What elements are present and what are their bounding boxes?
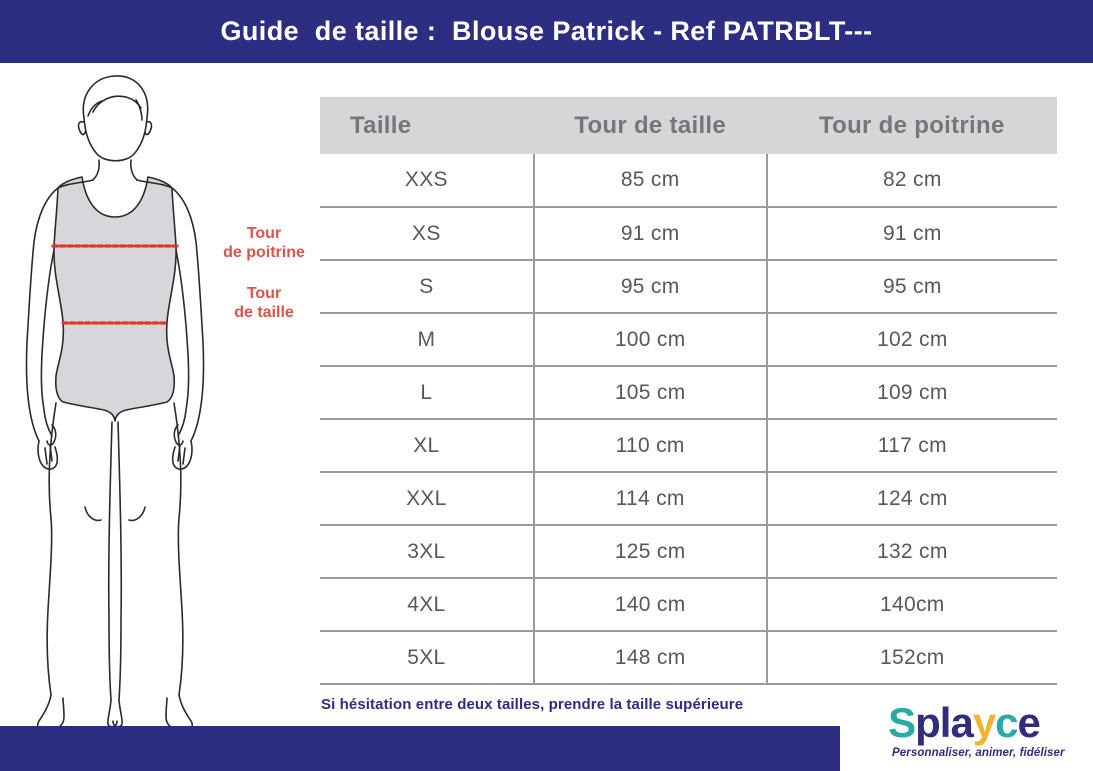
chest-label-line1: Tour (246, 225, 282, 242)
logo-wordmark (866, 700, 1062, 746)
size-table-body (320, 154, 1057, 684)
table-cell: XXS (320, 154, 534, 207)
logo-letter: p (915, 699, 940, 746)
table-row (320, 154, 1057, 207)
size-table-header (320, 97, 1057, 154)
table-cell: 5XL (320, 631, 534, 684)
footer-bar (0, 726, 840, 771)
logo-tagline: Personnaliser, animer, fidéliser (892, 747, 1065, 759)
table-row (320, 631, 1057, 684)
table-cell: 85 cm (534, 154, 767, 207)
table-cell: 100 cm (534, 313, 767, 366)
table-cell: XS (320, 207, 534, 260)
table-cell: 91 cm (767, 207, 1057, 260)
table-row (320, 525, 1057, 578)
header-row (320, 97, 1057, 154)
column-header-tour-de-poitrine: Tour de poitrine (767, 97, 1057, 154)
table-cell: 140 cm (534, 578, 767, 631)
table-cell: S (320, 260, 534, 313)
logo-letter: a (950, 699, 973, 746)
table-row (320, 578, 1057, 631)
splayce-logo (866, 699, 1065, 759)
table-cell: 110 cm (534, 419, 767, 472)
table-cell: 82 cm (767, 154, 1057, 207)
table-cell: L (320, 366, 534, 419)
table-row (320, 366, 1057, 419)
logo-letter: c (995, 699, 1018, 746)
table-cell: 152cm (767, 631, 1057, 684)
table-cell: 105 cm (534, 366, 767, 419)
table-cell: 125 cm (534, 525, 767, 578)
waist-label-line1: Tour (246, 285, 282, 302)
table-row (320, 472, 1057, 525)
column-header-tour-de-taille: Tour de taille (534, 97, 767, 154)
logo-letter: e (1017, 699, 1040, 746)
table-cell: 140cm (767, 578, 1057, 631)
table-row (320, 260, 1057, 313)
chest-label-line2: de poitrine (223, 244, 305, 261)
table-cell: 102 cm (767, 313, 1057, 366)
table-cell: 124 cm (767, 472, 1057, 525)
sizing-advice-note: Si hésitation entre deux tailles, prendre la taille supérieure (321, 696, 744, 713)
table-row (320, 419, 1057, 472)
title-banner (0, 0, 1093, 63)
chest-measure-label (216, 224, 312, 262)
table-cell: 91 cm (534, 207, 767, 260)
table-cell: 132 cm (767, 525, 1057, 578)
table-cell: 4XL (320, 578, 534, 631)
body-measurement-illustration (0, 70, 310, 730)
table-row (320, 313, 1057, 366)
waist-measure-label (216, 284, 312, 322)
size-table (320, 97, 1057, 685)
table-cell: 117 cm (767, 419, 1057, 472)
table-cell: 95 cm (534, 260, 767, 313)
logo-letter: y (972, 699, 996, 746)
table-row (320, 207, 1057, 260)
page-title: Guide de taille : Blouse Patrick - Ref PATRBLT--- (220, 16, 873, 46)
table-cell: 95 cm (767, 260, 1057, 313)
column-header-taille: Taille (320, 97, 534, 154)
table-cell: XL (320, 419, 534, 472)
table-cell: XXL (320, 472, 534, 525)
table-cell: 148 cm (534, 631, 767, 684)
logo-letter: S (888, 699, 916, 746)
table-cell: 3XL (320, 525, 534, 578)
logo-letter: l (939, 699, 951, 746)
table-cell: 114 cm (534, 472, 767, 525)
table-cell: 109 cm (767, 366, 1057, 419)
waist-label-line2: de taille (234, 304, 294, 321)
table-cell: M (320, 313, 534, 366)
